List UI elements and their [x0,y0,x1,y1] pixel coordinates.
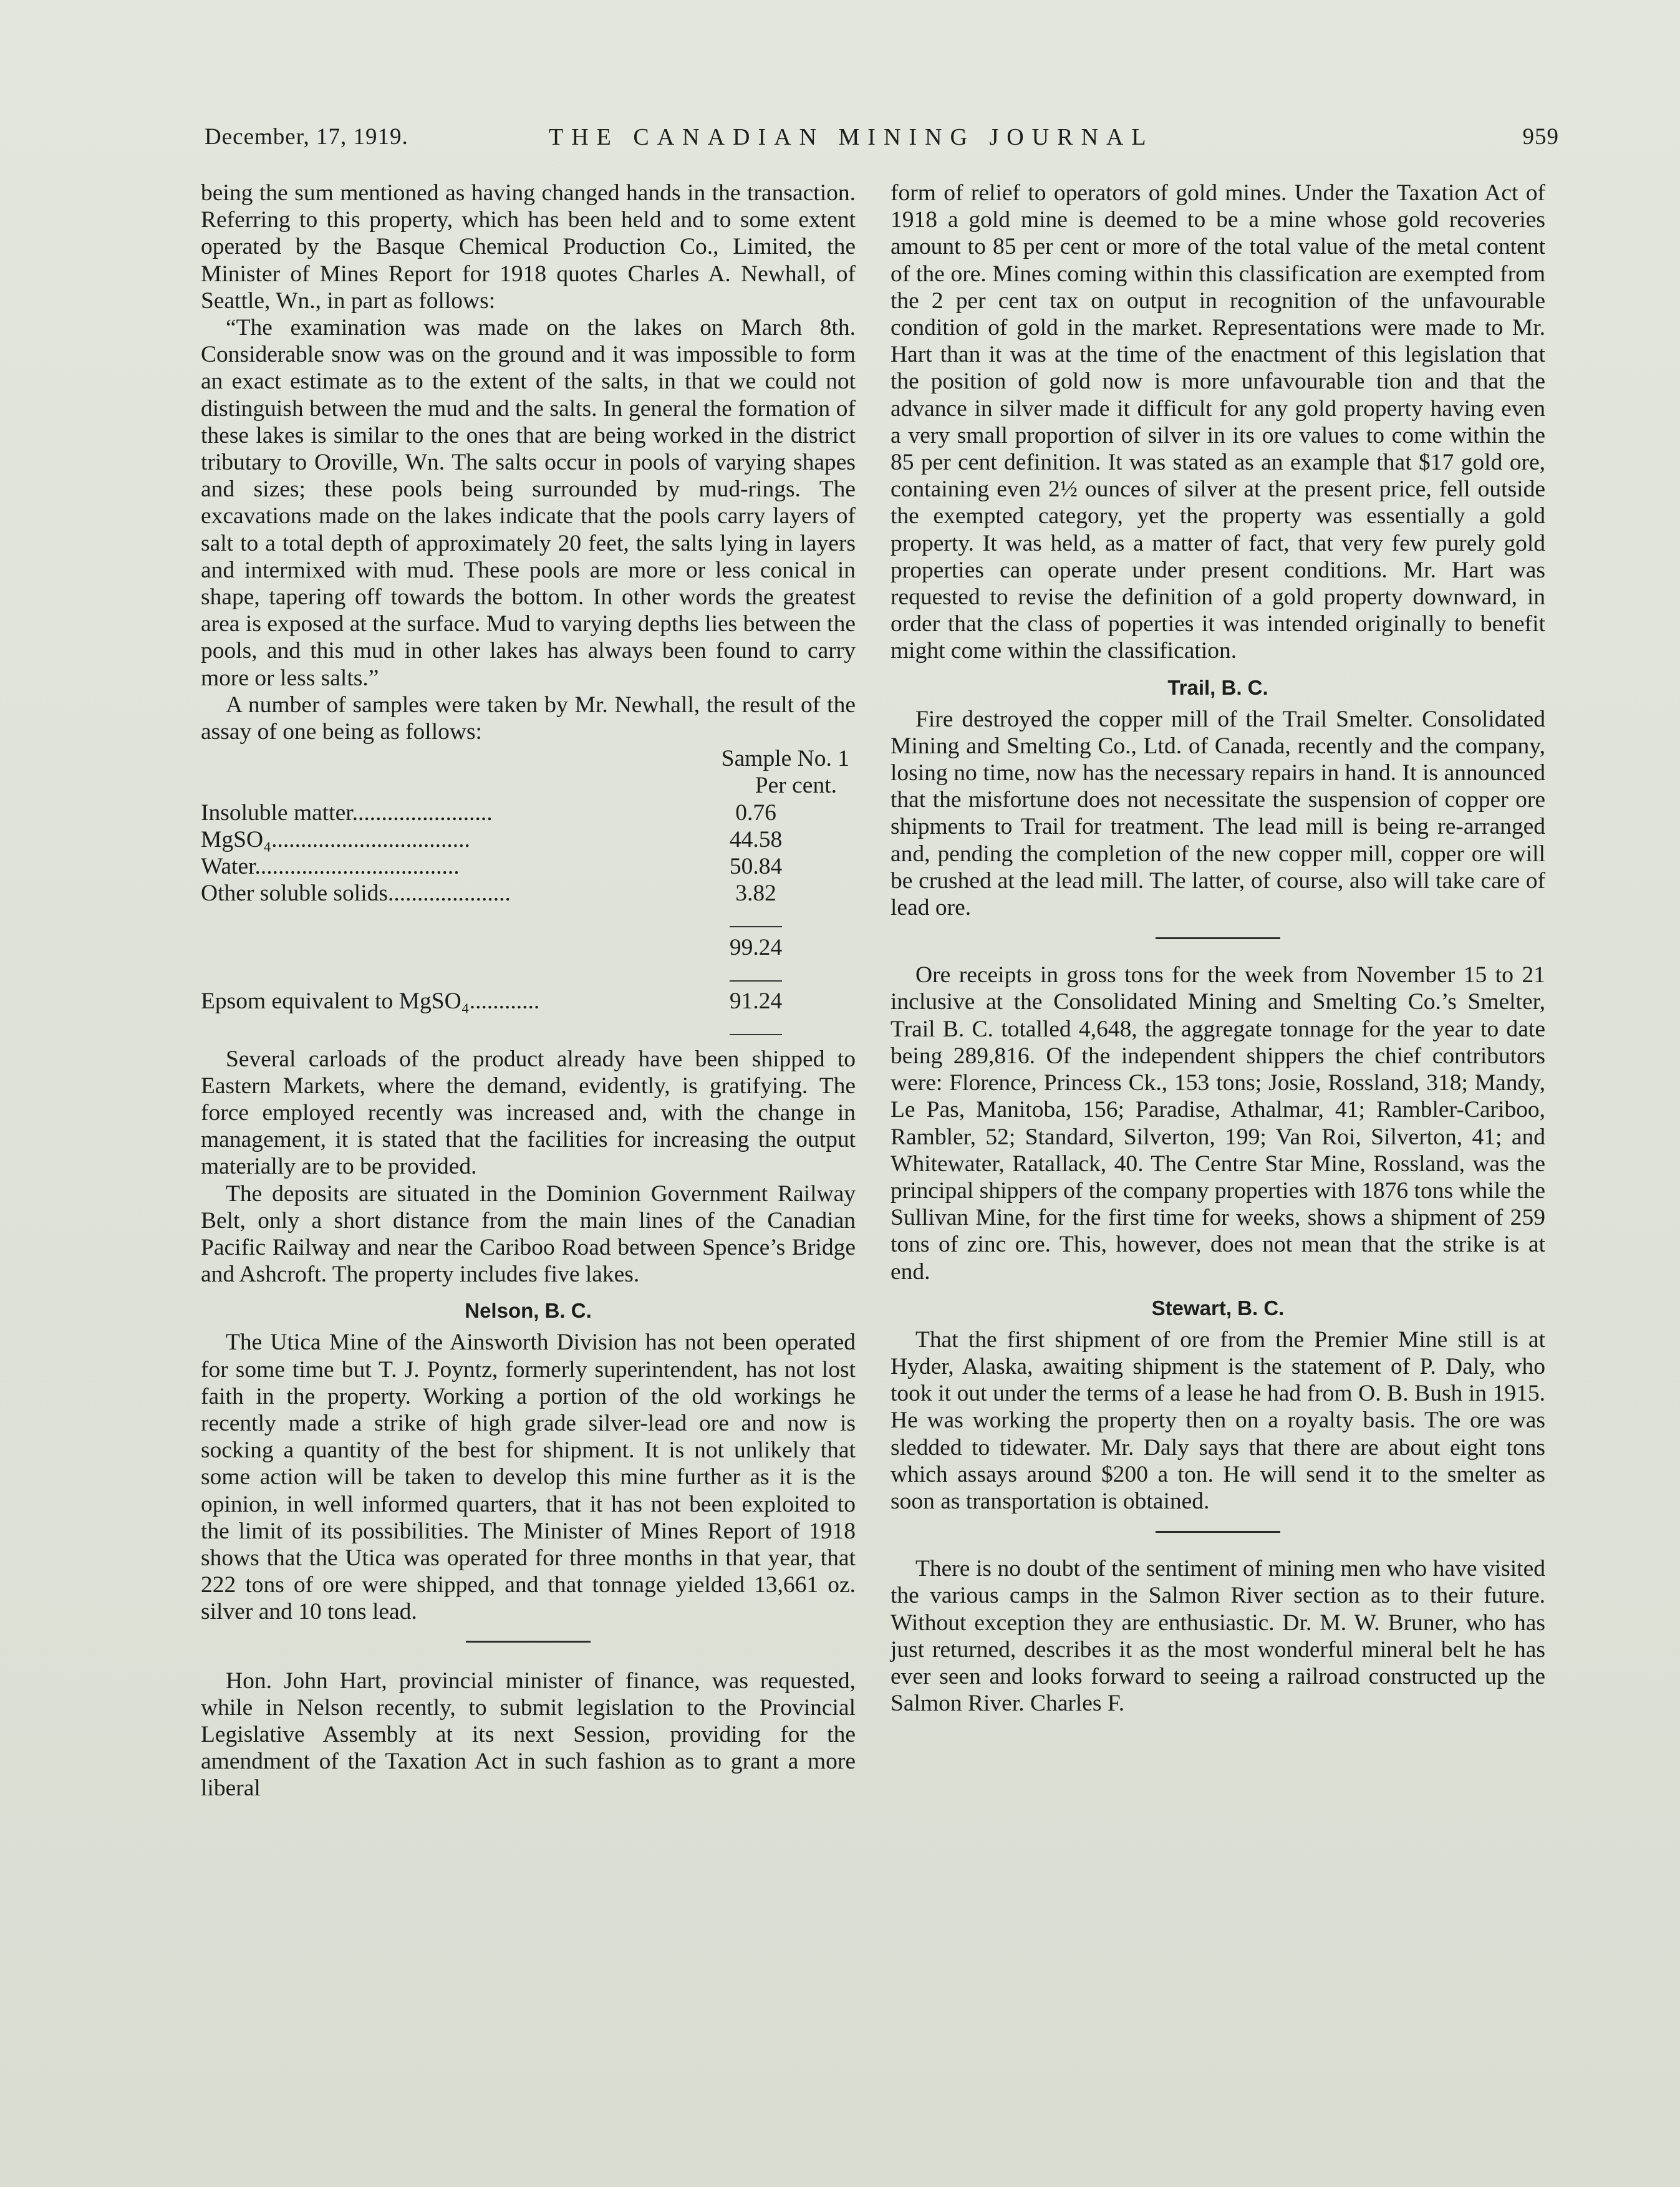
section-heading-nelson: Nelson, B. C. [465,1299,592,1323]
paragraph: Ore receipts in gross tons for the week from November 15 to 21 inclusive at the Consolidated Mining and Smelting Co.’s Smelter, Trail B. C. totalled 4,648, the aggregate tonnage for the year to date being 289,816. Of the independent shippers the chief contributors were: Florence, Princess Ck., 153 tons; Josie, Rossland, 318; Mandy, Le Pas, Manitoba, 156; Paradise, Athalmar, 41; Rambler-Cariboo, Rambler, 52; Standard, Silverton, 199; Van Roi, Silverton, 41; and Whitewater, Ratallack, 40. The Centre Star Mine, Rossland, was the principal shippers of the company properties with 1876 tons while the Sullivan Mine, for the first time for weeks, shows a shipment of 259 tons of zinc ore. This, however, does not mean that the strike is at end. [891,962,1545,1285]
assay-label: MgSO₄.................................. [201,826,470,852]
assay-total: 99.24 [729,934,783,960]
paragraph: A number of samples were taken by Mr. Newhall, the result of the assay of one being as follows: [201,692,856,745]
paragraph: Several carloads of the product already have been shipped to Eastern Markets, where the demand, evidently, is gratifying. The force employed recently was increased and, with the change in management, it is stated that the facilities for increasing the output materially are to be provided. [201,1046,856,1180]
assay-value: 91.24 [729,988,783,1015]
quoted-paragraph: “The examination was made on the lakes on March 8th. Considerable snow was on the ground and it was impossible to form an exact estimate as to the extent of the salts, in that we could not distinguish between the mud and the salts. In general the formation of these lakes is similar to the ones that are being worked in the district tributary to Oroville, Wn. The salts occur in pools of varying shapes and sizes; these pools being surrounded by mud-rings. The excavations made on the lakes indicate that the pools carry layers of salt to a total depth of approximately 20 feet, the salts lying in layers and intermixed with mud. These pools are more or less conical in shape, tapering off towards the bottom. In other words the greatest area is exposed at the surface. Mud to varying depths lies between the pools, and this mud in other lakes has always been found to carry more or less salts.” [201,315,856,691]
assay-label: Epsom equivalent to MgSO₄............ [201,988,540,1015]
section-divider [1156,937,1280,939]
assay-row [201,880,856,907]
sum-rule [730,1034,782,1035]
assay-row [201,826,856,853]
assay-label: Insoluble matter........................ [201,799,493,826]
right-column [891,180,1545,1717]
paragraph: being the sum mentioned as having changed hands in the transaction. Referring to this property, which has been held and to some extent operated by the Basque Chemical Production Co., Limited, the Minister of Mines Report for 1918 quotes Charles A. Newhall, of Seattle, Wn., in part as follows: [201,180,856,314]
page-number: 959 [1522,124,1559,150]
sum-rule [730,926,782,927]
sum-rule [730,980,782,982]
assay-value: 44.58 [729,826,783,852]
assay-label: Other soluble solids..................... [201,881,511,907]
assay-unit-header: Per cent. [755,773,837,799]
paragraph: The deposits are situated in the Dominion Government Railway Belt, only a short distance from the main lines of the Canadian Pacific Railway and near the Cariboo Road between Spence’s Bridge and Ashcroft. The property includes five lakes. [201,1180,856,1288]
paragraph: Hon. John Hart, provincial minister of finance, was requested, while in Nelson recently, to submit legislation to the Provincial Legislative Assembly at its next Session, providing for the amendment of the Taxation Act in such fashion as to grant a more liberal [201,1668,856,1802]
section-divider [466,1641,591,1643]
section-heading-stewart: Stewart, B. C. [1151,1296,1285,1320]
assay-table [201,745,856,1041]
assay-label: Water................................... [201,854,460,880]
assay-total-row [201,934,856,961]
assay-row [201,799,856,826]
assay-row [201,853,856,880]
paragraph: The Utica Mine of the Ainsworth Division has not been operated for some time but T. J. Poyntz, formerly superintendent, has not lost faith in the property. Working a portion of the old workings he recently made a strike of high grade silver-lead ore and now is socking a quantity of the best for shipment. It is not unlikely that some action will be taken to develop this mine further as it is the opinion, in well informed quarters, that it has not been exploited to the limit of its possibilities. The Minister of Mines Report of 1918 shows that the Utica was operated for three months in that year, that 222 tons of ore were shipped, and that tonnage yielded 13,661 oz. silver and 10 tons lead. [201,1330,856,1625]
paragraph: Fire destroyed the copper mill of the Trail Smelter. Consolidated Mining and Smelting Co., Ltd. of Canada, recently and the company, losing no time, now has the necessary repairs in hand. It is announced that the misfortune does not necessitate the suspension of copper ore shipments to Trail for treatment. The lead mill is being re-arranged and, pending the completion of the new copper mill, copper ore will be crushed at the lead mill. The latter, of course, also will take care of lead ore. [891,706,1545,921]
paragraph: That the first shipment of ore from the Premier Mine still is at Hyder, Alaska, awaiting shipment is the statement of P. Daly, who took it out under the terms of a lease he had from O. B. Bush in 1915. He was working the property then on a royalty basis. The ore was sledded to tidewater. Mr. Daly says that there are about eight tons which assays around $200 a ton. He will send it to the smelter as soon as transportation is obtained. [891,1326,1545,1514]
paragraph: form of relief to operators of gold mines. Under the Taxation Act of 1918 a gold mine is deemed to be a mine whose gold recoveries amount to 85 per cent or more of the total value of the metal content of the ore. Mines coming within this classification are exempted from the 2 per cent tax on output in recognition of the unfavourable condition of gold in the market. Representations were made to Mr. Hart than it was at the time of the enactment of this legislation that the position of gold now is more unfavourable tion and that the advance in silver made it difficult for any gold property having even a very small proportion of silver in its ore values to come within the 85 per cent definition. It was stated as an example that $17 gold ore, containing even 2½ ounces of silver at the present price, fell outside the exempted category, yet the property was essentially a gold property. It was held, as a matter of fact, that very few purely gold properties can operate under present conditions. Mr. Hart was requested to revise the definition of a gold property downward, in order that the class of poperties it was intended originally to benefit might come within the classification. [891,180,1545,664]
left-column [201,180,856,1802]
assay-value: 3.82 [735,881,776,907]
assay-epsom-row [201,988,856,1015]
assay-value: 50.84 [729,854,783,880]
issue-date: December, 17, 1919. [205,124,408,150]
section-divider [1156,1531,1280,1533]
section-heading-trail: Trail, B. C. [1167,675,1268,699]
assay-value: 0.76 [735,799,776,826]
assay-column-header: Sample No. 1 [721,746,849,772]
journal-title: THE CANADIAN MINING JOURNAL [549,124,1154,150]
running-header [200,118,1571,156]
paragraph: There is no doubt of the sentiment of mining men who have visited the various camps in the Salmon River section as to their future. Without exception they are enthusiastic. Dr. M. W. Bruner, who has just returned, describes it as the most wonderful mineral belt he has ever seen and looks forward to seeing a railroad constructed up the Salmon River. Charles F. [891,1556,1545,1717]
